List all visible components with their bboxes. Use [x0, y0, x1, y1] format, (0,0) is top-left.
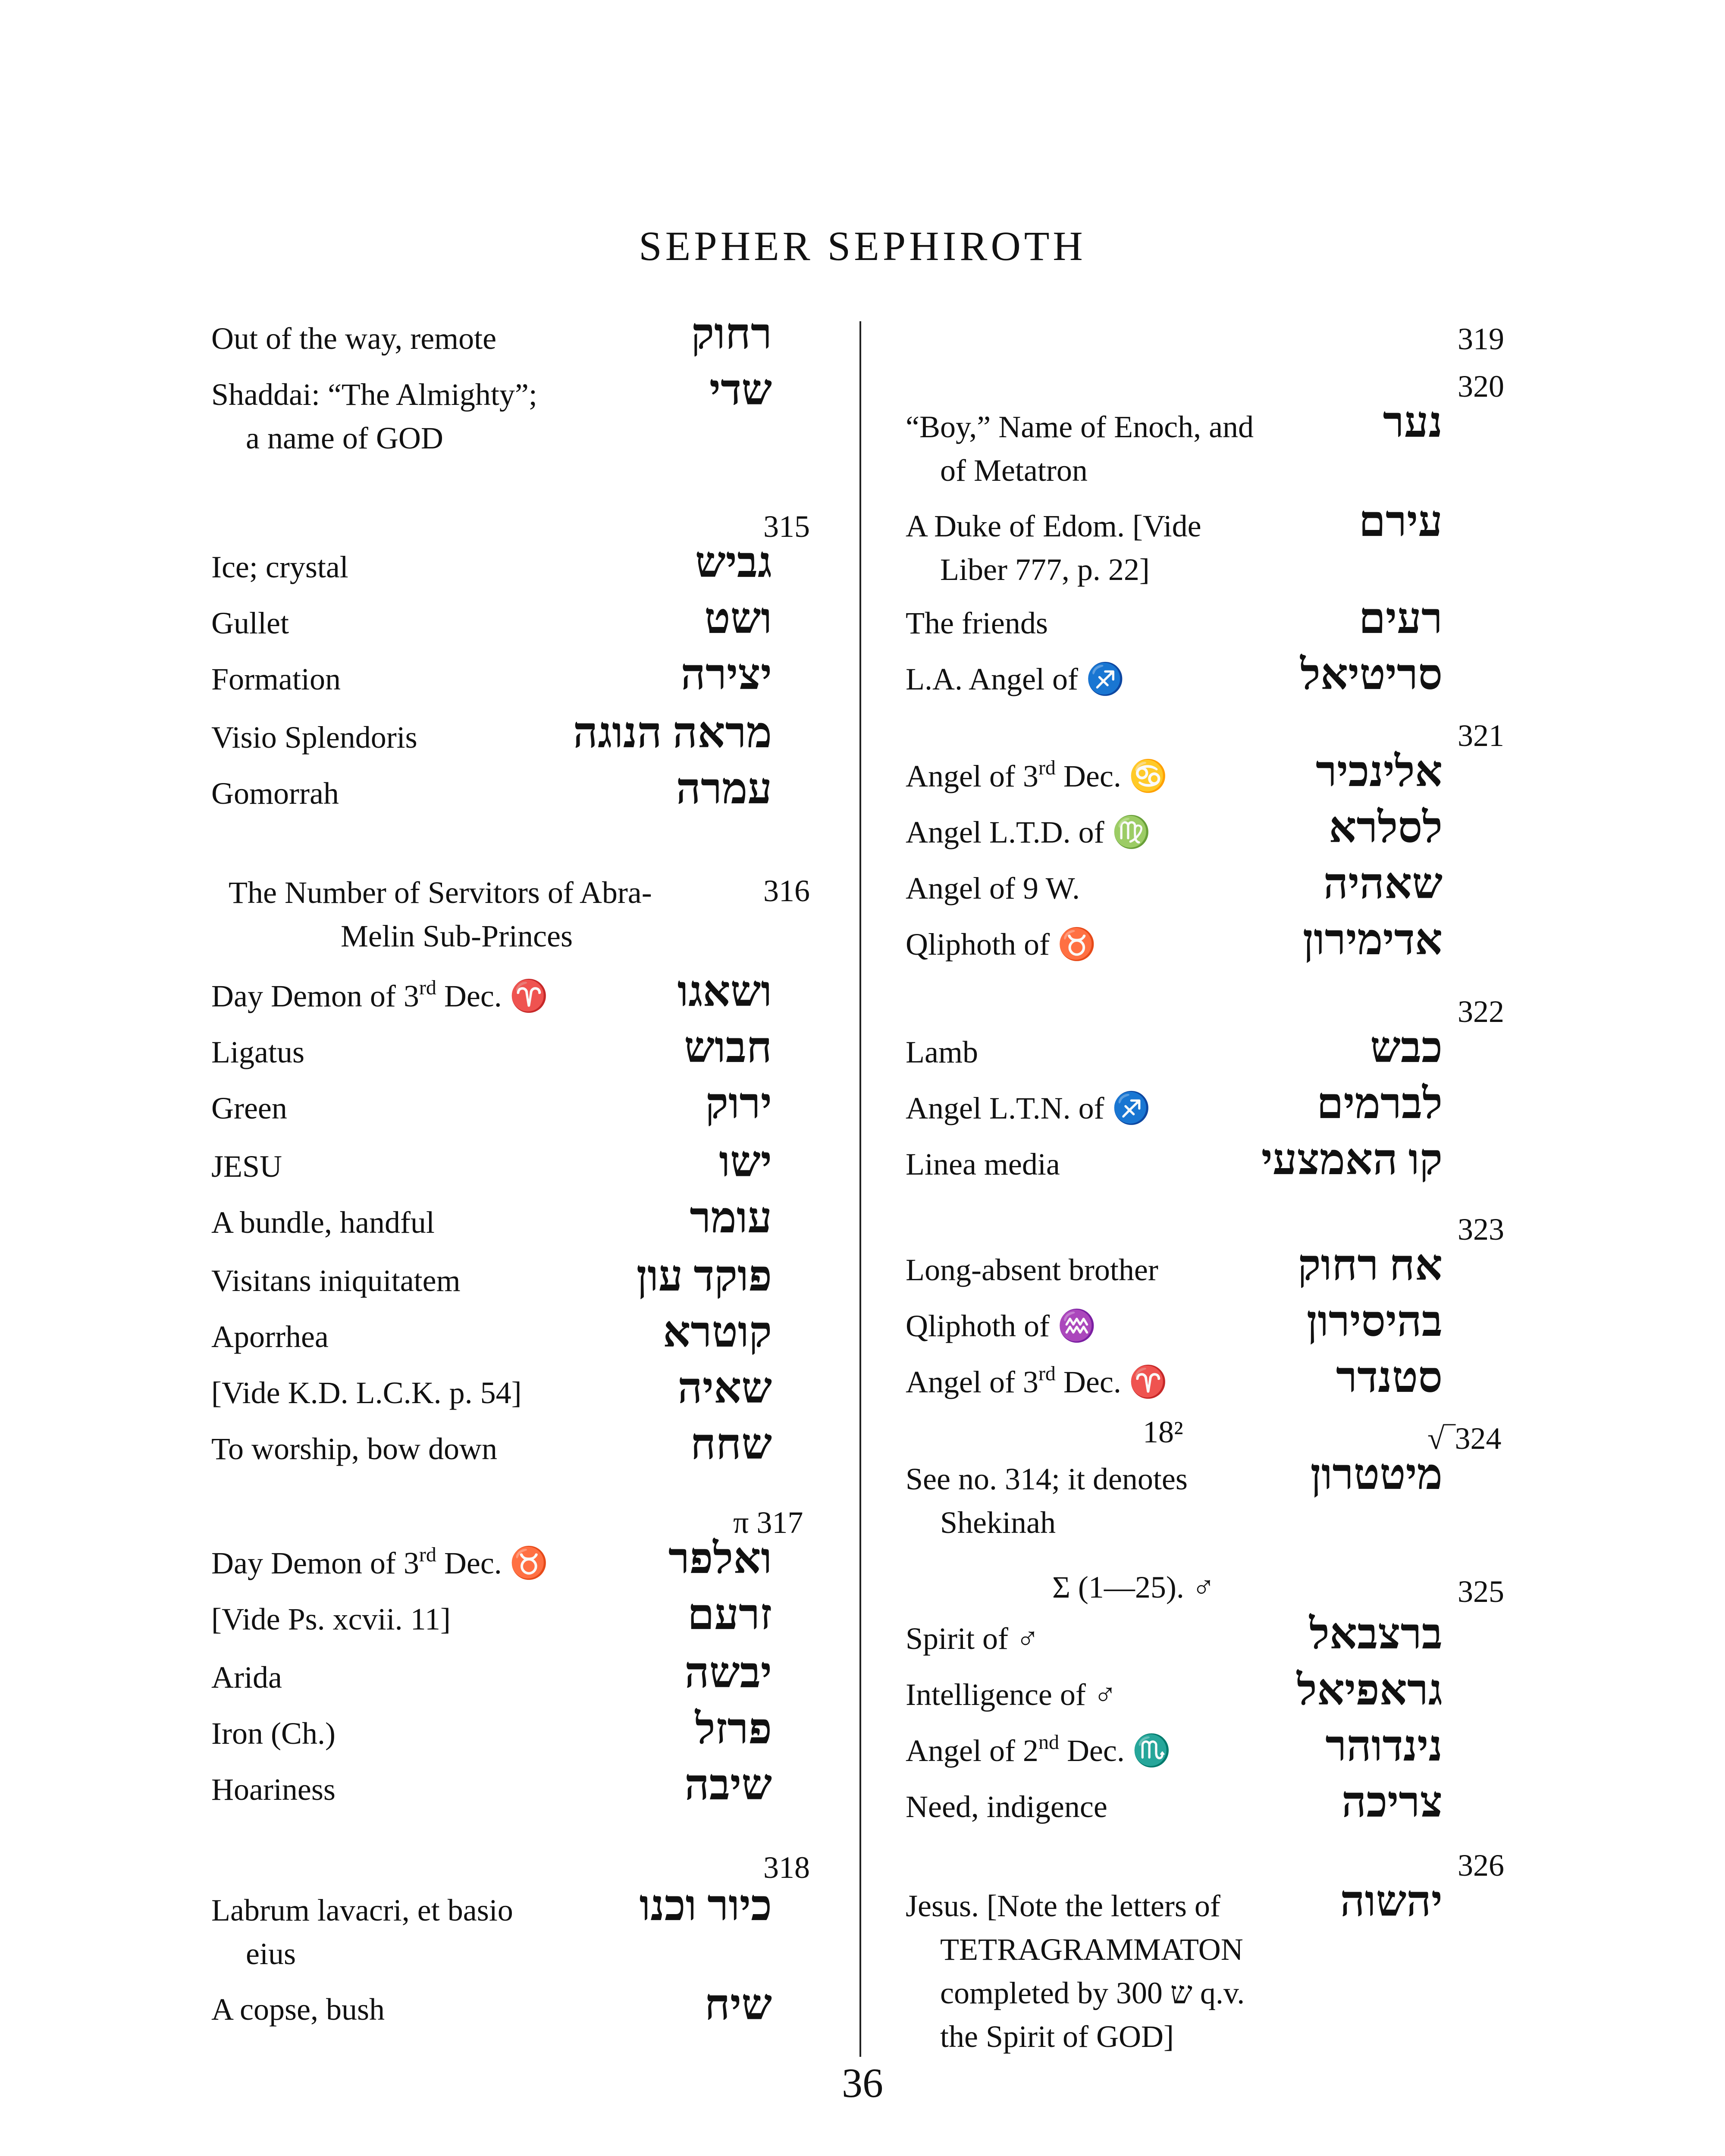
entry-english	[211, 1259, 461, 1303]
entry-hebrew: עירם	[1358, 498, 1443, 545]
entry-english-text: Angel L.T.D. of ♍	[906, 815, 1151, 849]
entry-hebrew: עומר	[690, 1194, 772, 1242]
entry-english-text: Jesus. [Note the letters of	[906, 1889, 1220, 1923]
entry-english-text: Angel of 3	[906, 1365, 1038, 1399]
entry-english	[211, 1031, 304, 1074]
entry-hebrew: סטנדר	[1336, 1354, 1443, 1401]
entry-number: 315	[763, 509, 810, 544]
entry-english-continuation: Melin Sub-Princes	[341, 919, 573, 953]
entry-hebrew: שיח	[704, 1981, 772, 2029]
column-divider	[859, 321, 861, 2057]
entry-english	[906, 1729, 1171, 1776]
entry-english-text: Angel of 3	[906, 759, 1038, 793]
entry-english-text: [Vide K.D. L.C.K. p. 54]	[211, 1376, 522, 1410]
entry-english	[211, 545, 348, 589]
entry-english-text: Gullet	[211, 606, 289, 640]
entry-english-continuation: completed by ש 300 q.v.	[940, 1976, 1245, 2010]
entry-english-tail: Dec. ♋	[1055, 759, 1168, 793]
entry-superscript: rd	[1038, 756, 1056, 779]
entry-english	[906, 1617, 1039, 1661]
entry-english-text: Qliphoth of ♉	[906, 927, 1096, 962]
entry-superscript: nd	[1038, 1731, 1059, 1754]
entry-hebrew: רחוק	[691, 310, 772, 358]
entry-english-continuation: the Spirit of GOD]	[940, 2019, 1174, 2054]
entry-english	[211, 1201, 435, 1244]
entry-english-continuation: eius	[246, 1937, 296, 1971]
entry-hebrew: חבוש	[684, 1024, 772, 1072]
entry-english	[906, 658, 1125, 701]
entry-english-text: The friends	[906, 606, 1048, 640]
entry-english	[906, 1031, 978, 1074]
page-number: 36	[842, 2060, 883, 2106]
entry-english	[229, 871, 652, 958]
entry-number: 326	[1458, 1848, 1504, 1883]
entry-english	[906, 923, 1096, 966]
entry-english	[211, 317, 496, 360]
entry-english-text: L.A. Angel of ♐	[906, 662, 1125, 696]
entry-hebrew: עמרה	[676, 765, 772, 813]
entry-hebrew: יהשוה	[1340, 1877, 1443, 1925]
entry-superscript: rd	[1038, 1362, 1056, 1385]
entry-hebrew: שאיה	[677, 1364, 772, 1412]
entry-english-text: Lamb	[906, 1035, 978, 1069]
entry-number: 321	[1458, 718, 1504, 753]
entry-english-text: Formation	[211, 662, 341, 696]
entry-annotation: 18²	[1143, 1415, 1183, 1449]
entry-english-text: The Number of Servitors of Abra-	[229, 875, 652, 910]
entry-english-text: Ligatus	[211, 1035, 304, 1069]
entry-english	[906, 1673, 1117, 1717]
entry-english	[906, 1087, 1151, 1130]
entry-english-text: Ice; crystal	[211, 550, 348, 584]
entry-english	[211, 1598, 451, 1641]
entry-english	[211, 716, 417, 759]
entry-hebrew: ושט	[704, 595, 772, 642]
entry-english	[211, 1542, 548, 1589]
entry-hebrew: זרעם	[687, 1591, 772, 1639]
entry-hebrew: קוטרא	[663, 1308, 772, 1356]
entry-hebrew: יבשה	[684, 1649, 772, 1697]
entry-english-continuation: Liber 777, p. 22]	[940, 552, 1150, 587]
entry-english-tail: Dec. ♈	[436, 979, 549, 1013]
entry-english	[906, 505, 1201, 592]
entry-number: 325	[1458, 1574, 1504, 1609]
entry-hebrew: מיטטרון	[1310, 1451, 1443, 1498]
entry-english-text: Gomorrah	[211, 776, 339, 811]
page-title: SEPHER SEPHIROTH	[639, 223, 1086, 269]
entry-hebrew: פרזל	[695, 1705, 772, 1753]
entry-hebrew: פוקד עון	[636, 1252, 772, 1300]
entry-hebrew: נער	[1383, 398, 1443, 446]
entry-hebrew: לסלרא	[1329, 804, 1443, 852]
entry-english-text: Iron (Ch.)	[211, 1716, 336, 1751]
entry-english-text: Labrum lavacri, et basio	[211, 1893, 513, 1927]
entry-english-text: Spirit of ♂	[906, 1621, 1040, 1656]
entry-english-text: A Duke of Edom. [Vide	[906, 509, 1201, 543]
entry-number: 316	[763, 874, 810, 908]
entry-english-text: Hoariness	[211, 1772, 336, 1807]
entry-english	[906, 867, 1080, 910]
entry-english-text: Green	[211, 1091, 287, 1125]
entry-english-text: Visio Splendoris	[211, 720, 417, 755]
entry-english-continuation: Shekinah	[940, 1505, 1056, 1540]
entry-hebrew: ושאגו	[677, 968, 772, 1015]
entry-number: 320	[1458, 369, 1504, 404]
entry-hebrew: נינדוהר	[1325, 1722, 1443, 1770]
entry-hebrew: גביש	[695, 539, 772, 586]
entry-english	[906, 1248, 1158, 1292]
entry-english-text: Intelligence of ♂	[906, 1677, 1117, 1712]
entry-english-text: Angel L.T.N. of ♐	[906, 1091, 1151, 1125]
entry-hebrew: שיבה	[684, 1761, 772, 1809]
entry-english-continuation: TETRAGRAMMATON	[940, 1932, 1243, 1967]
entry-english-text: To worship, bow down	[211, 1432, 497, 1466]
entry-english	[211, 658, 341, 701]
entry-english-text: Angel of 2	[906, 1733, 1038, 1768]
entry-hebrew: צריכה	[1341, 1778, 1443, 1826]
entry-english	[906, 1360, 1167, 1407]
entry-english	[211, 1315, 329, 1359]
entry-number: 323	[1458, 1212, 1504, 1247]
entry-hebrew: שחח	[690, 1420, 772, 1468]
entry-hebrew: בהיסירון	[1306, 1297, 1443, 1345]
entry-hebrew: ירוק	[705, 1080, 772, 1128]
entry-hebrew: לברמים	[1317, 1080, 1443, 1128]
entry-english-text: Day Demon of 3	[211, 1546, 419, 1580]
entry-hebrew: רעים	[1358, 595, 1443, 642]
entry-english-tail: Dec. ♈	[1055, 1365, 1168, 1399]
entry-english-text: [Vide Ps. xcvii. 11]	[211, 1602, 451, 1636]
entry-hebrew: קו האמצעי	[1261, 1136, 1443, 1184]
entry-english	[211, 1145, 282, 1188]
entry-hebrew: מראה הנוגה	[573, 709, 772, 757]
entry-english-continuation: a name of GOD	[246, 421, 443, 455]
entry-hebrew: כיור וכנו	[639, 1882, 772, 1930]
entry-english-text: Out of the way, remote	[211, 321, 497, 356]
entry-english-text: Aporrhea	[211, 1319, 329, 1354]
entry-hebrew: אדימירון	[1302, 916, 1443, 964]
entry-english	[211, 1087, 287, 1130]
entry-english-text: Angel of 9 W.	[906, 871, 1080, 906]
entry-english	[211, 1712, 336, 1755]
entry-hebrew: אח רחוק	[1298, 1241, 1443, 1289]
entry-superscript: rd	[419, 976, 436, 999]
entry-english	[906, 755, 1167, 802]
entry-english	[211, 1371, 522, 1415]
entry-hebrew: שדי	[709, 366, 772, 414]
entry-english-text: Shaddai: “The Almighty”;	[211, 377, 537, 412]
entry-hebrew: ואלפר	[668, 1535, 772, 1583]
entry-english-text: Need, indigence	[906, 1789, 1107, 1824]
entry-english-text: See no. 314; it denotes	[906, 1462, 1188, 1496]
entry-english	[906, 1143, 1060, 1186]
entry-english	[211, 1427, 497, 1471]
entry-english-text: A bundle, handful	[211, 1205, 435, 1240]
entry-english	[906, 1884, 1245, 2059]
entry-number: 322	[1458, 994, 1504, 1029]
entry-hebrew: ישו	[719, 1138, 772, 1186]
entry-hebrew: אלינכיר	[1316, 748, 1443, 796]
entry-english	[211, 975, 548, 1022]
entry-annotation: Σ (1—25). ♂	[1052, 1570, 1215, 1604]
entry-english	[211, 1768, 336, 1811]
entry-english	[211, 1656, 282, 1699]
entry-english	[906, 405, 1254, 492]
entry-english-text: A copse, bush	[211, 1992, 385, 2027]
entry-english-text: Arida	[211, 1660, 282, 1695]
entry-english-continuation: of Metatron	[940, 453, 1088, 488]
entry-english	[906, 602, 1048, 645]
entry-english	[211, 772, 339, 815]
entry-hebrew: ברצבאל	[1309, 1610, 1443, 1658]
entry-number: 318	[763, 1850, 810, 1885]
entry-english	[211, 602, 289, 645]
entry-english-tail: Dec. ♏	[1059, 1733, 1171, 1768]
entry-english-text: Visitans iniquitatem	[211, 1263, 461, 1298]
entry-english-text: Linea media	[906, 1147, 1060, 1181]
entry-hebrew: סריטיאל	[1300, 651, 1443, 699]
entry-english	[906, 1304, 1096, 1348]
entry-english-text: Day Demon of 3	[211, 979, 419, 1013]
entry-english-tail: Dec. ♉	[436, 1546, 549, 1580]
entry-superscript: rd	[419, 1543, 436, 1566]
entry-hebrew: כבש	[1370, 1024, 1443, 1072]
entry-english-text: JESU	[211, 1149, 282, 1184]
entry-hebrew: יצירה	[681, 651, 772, 699]
entry-hebrew: שאהיה	[1323, 860, 1443, 908]
entry-english	[211, 1988, 385, 2031]
entry-english	[906, 1785, 1107, 1829]
entry-english	[906, 811, 1151, 854]
entry-english-text: Qliphoth of ♒	[906, 1309, 1096, 1343]
entry-hebrew: גראפיאל	[1297, 1666, 1443, 1714]
entry-english	[211, 373, 537, 460]
entry-english-text: Long-absent brother	[906, 1253, 1158, 1287]
entry-english-text: “Boy,” Name of Enoch, and	[906, 410, 1254, 444]
entry-number: 319	[1458, 322, 1504, 356]
entry-english	[211, 1889, 513, 1976]
entry-english	[906, 1457, 1188, 1545]
entry-number: π 317	[733, 1505, 803, 1540]
entry-number: √‾324	[1427, 1421, 1502, 1456]
